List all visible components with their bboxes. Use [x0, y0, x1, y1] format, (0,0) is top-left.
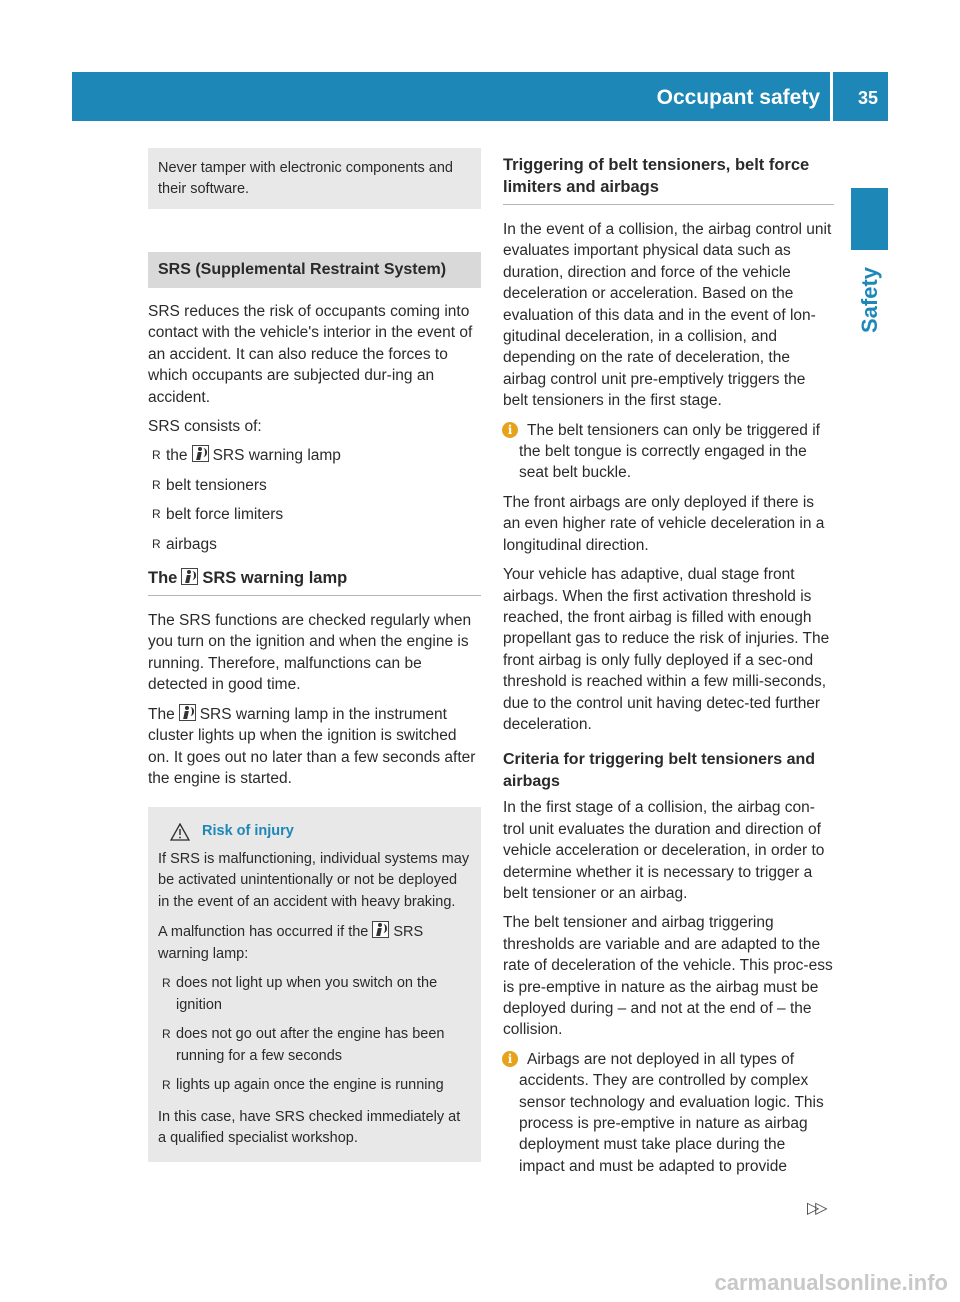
body-paragraph: In the event of a collision, the airbag control unit evaluates important physical data such as duration, direction and force of the vehicle deceleration or acceleration. Based on the evaluation of this data and in the event of lon-gitudinal deceleration, in a collision, and depending on the rate of deceleration, the airbag control unit pre-emptively triggers the belt tensioners in the first stage. [503, 221, 832, 410]
list-item: R belt force limiters [148, 504, 481, 525]
list-item: R airbags [148, 534, 481, 555]
right-column [503, 148, 834, 1185]
tamper-note [148, 148, 481, 209]
paragraph-text: The [148, 705, 175, 723]
list-item: R does not go out after the engine has been running for a few seconds [158, 1024, 471, 1067]
warning-triangle-icon [170, 823, 190, 841]
risk-warning-box [148, 807, 481, 1162]
page-section-title: Occupant safety [656, 86, 820, 109]
info-icon: i [502, 1051, 518, 1067]
header-bar [72, 72, 888, 121]
lamp-paragraph [148, 704, 481, 790]
info-note [503, 1049, 834, 1177]
chapter-tab [851, 188, 888, 250]
triggering-heading: Triggering of belt tensioners, belt force limiters and airbags [503, 154, 834, 205]
list-item-text: the [166, 447, 188, 465]
heading-text: The [148, 569, 178, 588]
info-icon: i [502, 422, 518, 438]
srs-warning-lamp-icon [192, 445, 209, 462]
paragraph-text: A malfunction has occurred if the [158, 924, 369, 941]
srs-section-heading: SRS (Supplemental Restraint System) [148, 252, 481, 288]
info-note [503, 420, 834, 484]
malfunction-list [158, 973, 471, 1097]
srs-lamp-heading [148, 567, 481, 596]
page-number: 35 [857, 88, 878, 108]
srs-intro: SRS reduces the risk of occupants coming into contact with the vehicle's interior in the event of an accident. It can also reduce the forces to which occupants are subjected dur-ing an accident. [148, 303, 473, 406]
paragraph-text: SRS warning lamp in the instrument cluster lights up when the ignition is switched on. It goes out no later than a few seconds after the engine is started. [148, 705, 476, 787]
warning-paragraph [158, 921, 471, 965]
list-item-text: SRS warning lamp [212, 447, 341, 465]
info-note-text: Airbags are not deployed in all types of accidents. They are controlled by complex sensor technology and evaluation logic. This process is pre-emptive in nature as airbag deployment must take place during the impact and must be adapted to provide [519, 1050, 824, 1175]
list-item: R belt tensioners [148, 475, 481, 496]
info-note-text: The belt tensioners can only be triggered if the belt tongue is correctly engaged in the seat belt buckle. [519, 421, 820, 482]
lamp-paragraph: The SRS functions are checked regularly when you turn on the ignition and when the engine is running. Therefore, malfunctions can be detected in good time. [148, 612, 472, 694]
body-paragraph: Your vehicle has adaptive, dual stage front airbags. When the first activation threshold is reached, the front airbag is filled with enough propellant gas to reduce the risk of injuries. The front airbag is only fully deployed if a sec-ond threshold is reached within a few milli-seconds, due to the control unit having detec-ted further deceleration. [503, 566, 830, 733]
list-item: R does not light up when you switch on the ignition [158, 973, 471, 1016]
srs-components-list [148, 445, 481, 555]
srs-warning-lamp-icon [181, 568, 198, 585]
heading-text: SRS warning lamp [202, 569, 348, 588]
warning-paragraph: If SRS is malfunctioning, individual systems may be activated unintentionally or not be deployed in the event of an accident with heavy braking. [158, 850, 470, 910]
paragraph-text: SRS warning lamp: [158, 924, 424, 962]
body-paragraph: The front airbags are only deployed if there is an even higher rate of vehicle deceleration in a longitudinal direction. [503, 493, 825, 554]
criteria-heading: Criteria for triggering belt tensioners and airbags [503, 751, 816, 791]
list-item [148, 445, 481, 466]
srs-warning-lamp-icon [372, 921, 389, 938]
list-item: R lights up again once the engine is running [158, 1075, 471, 1097]
body-paragraph: In the first stage of a collision, the airbag con-trol unit evaluates the duration and direction of vehicle acceleration or deceleration, in order to determine whether it is necessary to trigger a belt tensioner or an airbag. [503, 799, 825, 902]
warning-title-text: Risk of injury [202, 823, 294, 840]
chapter-label-text: Safety [856, 266, 882, 334]
continue-arrow-icon: ▷▷ [807, 1200, 824, 1217]
tamper-note-text: Never tamper with electronic components and their software. [158, 160, 453, 197]
chapter-label [851, 255, 888, 345]
srs-consists-label: SRS consists of: [148, 418, 262, 436]
left-column [148, 148, 481, 1162]
header-separator [830, 72, 833, 121]
warning-title [158, 821, 471, 843]
watermark: carmanualsonline.info [714, 1270, 948, 1295]
warning-paragraph: In this case, have SRS checked immediately at a qualified specialist workshop. [158, 1108, 461, 1147]
srs-warning-lamp-icon [179, 704, 196, 721]
body-paragraph: The belt tensioner and airbag triggering thresholds are variable and are adapted to the rate of deceleration of the vehicle. This proc-ess is pre-emptive in nature as the airbag must be deployed during – and not at the end of – the collision. [503, 914, 833, 1039]
